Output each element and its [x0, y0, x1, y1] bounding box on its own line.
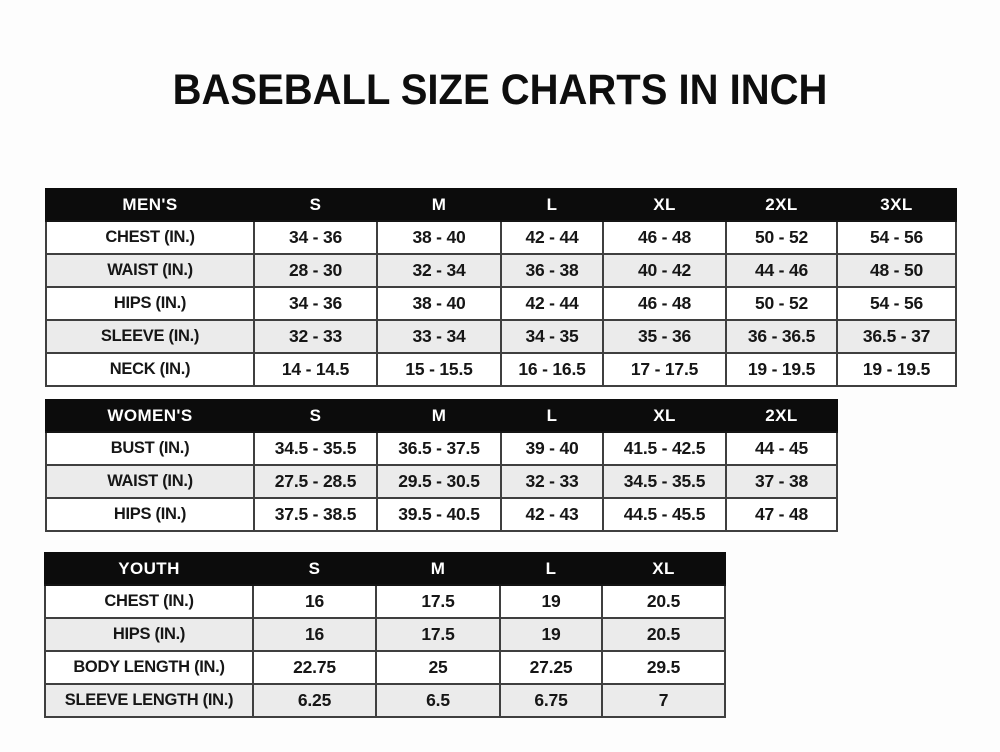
size-cell: 19 - 19.5 — [837, 353, 956, 386]
size-cell: 32 - 33 — [254, 320, 377, 353]
youth-size-table — [44, 552, 726, 718]
size-cell: 15 - 15.5 — [377, 353, 501, 386]
size-cell: 38 - 40 — [377, 287, 501, 320]
size-cell: 36 - 38 — [501, 254, 603, 287]
table-row — [46, 254, 956, 287]
table-row — [46, 432, 837, 465]
size-column-header: L — [500, 553, 602, 585]
size-cell: 46 - 48 — [603, 221, 726, 254]
table-row — [46, 320, 956, 353]
table-row — [46, 498, 837, 531]
size-cell: 20.5 — [602, 585, 725, 618]
womens-table-title: WOMEN'S — [46, 400, 254, 432]
size-column-header: M — [377, 400, 501, 432]
size-cell: 34 - 35 — [501, 320, 603, 353]
size-cell: 44.5 - 45.5 — [603, 498, 726, 531]
size-cell: 36 - 36.5 — [726, 320, 837, 353]
row-label: BUST (IN.) — [46, 432, 254, 465]
size-cell: 22.75 — [253, 651, 376, 684]
size-cell: 37 - 38 — [726, 465, 837, 498]
header-row — [45, 553, 725, 585]
table-row — [46, 465, 837, 498]
womens-size-table — [45, 399, 838, 532]
size-cell: 17 - 17.5 — [603, 353, 726, 386]
size-cell: 36.5 - 37 — [837, 320, 956, 353]
row-label: WAIST (IN.) — [46, 254, 254, 287]
size-cell: 46 - 48 — [603, 287, 726, 320]
size-cell: 29.5 — [602, 651, 725, 684]
size-cell: 19 — [500, 618, 602, 651]
size-cell: 33 - 34 — [377, 320, 501, 353]
size-cell: 54 - 56 — [837, 287, 956, 320]
size-column-header: 2XL — [726, 400, 837, 432]
table-row — [45, 585, 725, 618]
table-row — [45, 684, 725, 717]
mens-size-table — [45, 188, 957, 387]
page-title: BASEBALL SIZE CHARTS IN INCH — [172, 66, 828, 114]
header-row — [46, 400, 837, 432]
size-cell: 29.5 - 30.5 — [377, 465, 501, 498]
row-label: HIPS (IN.) — [45, 618, 253, 651]
table-row — [46, 221, 956, 254]
size-cell: 6.75 — [500, 684, 602, 717]
size-cell: 47 - 48 — [726, 498, 837, 531]
size-cell: 14 - 14.5 — [254, 353, 377, 386]
size-column-header: S — [253, 553, 376, 585]
size-cell: 44 - 46 — [726, 254, 837, 287]
size-cell: 40 - 42 — [603, 254, 726, 287]
size-cell: 32 - 34 — [377, 254, 501, 287]
size-column-header: XL — [603, 189, 726, 221]
size-cell: 32 - 33 — [501, 465, 603, 498]
size-column-header: XL — [603, 400, 726, 432]
size-cell: 34 - 36 — [254, 221, 377, 254]
table-row — [46, 287, 956, 320]
size-cell: 37.5 - 38.5 — [254, 498, 377, 531]
size-cell: 48 - 50 — [837, 254, 956, 287]
mens-table-title: MEN'S — [46, 189, 254, 221]
row-label: NECK (IN.) — [46, 353, 254, 386]
size-cell: 34 - 36 — [254, 287, 377, 320]
size-column-header: M — [376, 553, 500, 585]
size-column-header: 2XL — [726, 189, 837, 221]
size-cell: 44 - 45 — [726, 432, 837, 465]
size-cell: 42 - 43 — [501, 498, 603, 531]
size-cell: 20.5 — [602, 618, 725, 651]
size-cell: 16 — [253, 618, 376, 651]
size-cell: 39.5 - 40.5 — [377, 498, 501, 531]
table-row — [45, 651, 725, 684]
size-cell: 27.25 — [500, 651, 602, 684]
size-cell: 35 - 36 — [603, 320, 726, 353]
size-cell: 6.5 — [376, 684, 500, 717]
youth-table-title: YOUTH — [45, 553, 253, 585]
size-column-header: M — [377, 189, 501, 221]
size-column-header: L — [501, 400, 603, 432]
size-cell: 50 - 52 — [726, 287, 837, 320]
size-cell: 25 — [376, 651, 500, 684]
size-cell: 39 - 40 — [501, 432, 603, 465]
size-cell: 42 - 44 — [501, 221, 603, 254]
row-label: WAIST (IN.) — [46, 465, 254, 498]
row-label: CHEST (IN.) — [45, 585, 253, 618]
table-row — [45, 618, 725, 651]
size-cell: 50 - 52 — [726, 221, 837, 254]
size-column-header: L — [501, 189, 603, 221]
size-cell: 54 - 56 — [837, 221, 956, 254]
size-cell: 36.5 - 37.5 — [377, 432, 501, 465]
header-row — [46, 189, 956, 221]
size-cell: 34.5 - 35.5 — [603, 465, 726, 498]
size-cell: 16 — [253, 585, 376, 618]
row-label: HIPS (IN.) — [46, 287, 254, 320]
row-label: HIPS (IN.) — [46, 498, 254, 531]
size-cell: 7 — [602, 684, 725, 717]
size-cell: 19 - 19.5 — [726, 353, 837, 386]
row-label: SLEEVE (IN.) — [46, 320, 254, 353]
size-cell: 17.5 — [376, 585, 500, 618]
size-cell: 16 - 16.5 — [501, 353, 603, 386]
row-label: SLEEVE LENGTH (IN.) — [45, 684, 253, 717]
size-column-header: S — [254, 189, 377, 221]
table-row — [46, 353, 956, 386]
size-column-header: 3XL — [837, 189, 956, 221]
size-column-header: S — [254, 400, 377, 432]
size-cell: 42 - 44 — [501, 287, 603, 320]
size-cell: 34.5 - 35.5 — [254, 432, 377, 465]
size-cell: 19 — [500, 585, 602, 618]
size-column-header: XL — [602, 553, 725, 585]
size-cell: 6.25 — [253, 684, 376, 717]
size-cell: 27.5 - 28.5 — [254, 465, 377, 498]
row-label: CHEST (IN.) — [46, 221, 254, 254]
row-label: BODY LENGTH (IN.) — [45, 651, 253, 684]
size-cell: 17.5 — [376, 618, 500, 651]
size-cell: 41.5 - 42.5 — [603, 432, 726, 465]
size-cell: 38 - 40 — [377, 221, 501, 254]
size-cell: 28 - 30 — [254, 254, 377, 287]
